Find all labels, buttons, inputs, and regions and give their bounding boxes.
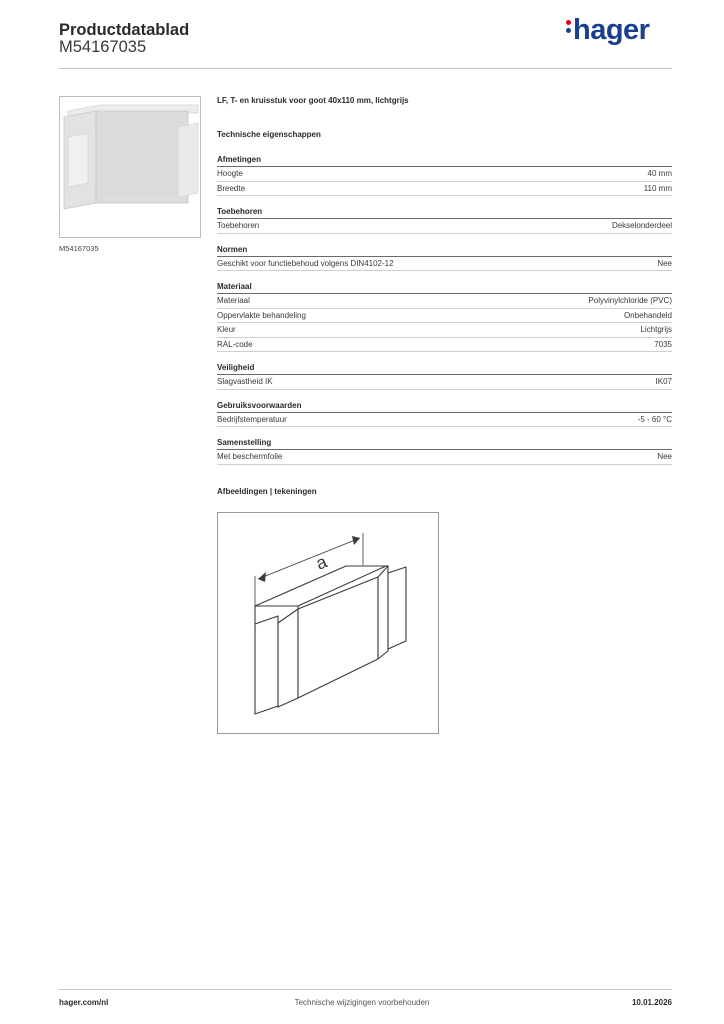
spec-row bbox=[217, 182, 672, 197]
product-details bbox=[217, 96, 672, 496]
section-title: Normen bbox=[217, 245, 672, 257]
spec-label: Breedte bbox=[217, 183, 246, 193]
spec-row bbox=[217, 375, 672, 390]
spec-value: Nee bbox=[657, 452, 672, 461]
product-photo bbox=[59, 96, 201, 238]
spec-row bbox=[217, 167, 672, 182]
spec-row bbox=[217, 413, 672, 428]
spec-value: IK07 bbox=[655, 377, 672, 386]
spec-row bbox=[217, 450, 672, 465]
section-materiaal bbox=[217, 282, 672, 352]
section-veiligheid bbox=[217, 363, 672, 390]
spec-row bbox=[217, 323, 672, 338]
footer-date: 10.01.2026 bbox=[631, 998, 672, 1007]
spec-value: 7035 bbox=[654, 339, 672, 349]
footer-disclaimer: Technische wijzigingen voorbehouden bbox=[294, 998, 430, 1007]
spec-value: Dekselonderdeel bbox=[611, 221, 672, 230]
product-photo-image bbox=[60, 97, 200, 237]
section-title: Veiligheid bbox=[217, 363, 672, 375]
section-normen bbox=[217, 245, 672, 272]
document-title: Productdatablad bbox=[59, 21, 190, 39]
images-heading: Afbeeldingen | tekeningen bbox=[217, 486, 317, 496]
spec-value: Lichtgrijs bbox=[640, 325, 672, 334]
product-description: LF, T- en kruisstuk voor goot 40x110 mm, lichtgrijs bbox=[217, 96, 409, 105]
spec-label: Met beschermfolie bbox=[217, 452, 283, 461]
spec-value: 110 mm bbox=[643, 183, 672, 193]
spec-row bbox=[217, 219, 672, 234]
spec-row bbox=[217, 257, 672, 272]
spec-label: Bedrijfstemperatuur bbox=[217, 414, 287, 424]
spec-label: Slagvastheid IK bbox=[217, 377, 273, 386]
section-toebehoren bbox=[217, 207, 672, 234]
photo-caption: M54167035 bbox=[59, 244, 99, 253]
logo-text: hager bbox=[573, 14, 650, 46]
header-divider bbox=[59, 68, 672, 69]
section-title: Samenstelling bbox=[217, 438, 672, 450]
spec-row bbox=[217, 338, 672, 353]
footer-divider bbox=[59, 989, 672, 990]
hager-logo[interactable] bbox=[566, 14, 649, 47]
section-title: Afmetingen bbox=[217, 155, 672, 167]
spec-value: -5 - 60 °C bbox=[637, 414, 672, 424]
spec-label: Materiaal bbox=[217, 296, 250, 305]
dimension-label: a bbox=[313, 551, 330, 574]
section-gebruiksvoorwaarden bbox=[217, 401, 672, 428]
spec-label: RAL-code bbox=[217, 339, 253, 349]
section-samenstelling bbox=[217, 438, 672, 465]
spec-value: Onbehandeld bbox=[623, 310, 672, 320]
spec-label: Oppervlakte behandeling bbox=[217, 310, 306, 320]
spec-value: Polyvinylchloride (PVC) bbox=[588, 296, 672, 305]
section-title: Gebruiksvoorwaarden bbox=[217, 401, 672, 413]
spec-row bbox=[217, 309, 672, 324]
technical-drawing bbox=[217, 512, 439, 734]
spec-label: Kleur bbox=[217, 325, 236, 334]
tech-properties-heading: Technische eigenschappen bbox=[217, 130, 321, 139]
section-afmetingen bbox=[217, 155, 672, 196]
spec-label: Hoogte bbox=[217, 169, 243, 178]
logo-colon-mark bbox=[566, 17, 573, 36]
technical-drawing-image bbox=[218, 513, 438, 733]
section-title: Toebehoren bbox=[217, 207, 672, 219]
spec-label: Geschikt voor functiebehoud volgens DIN4102-12 bbox=[217, 258, 394, 268]
spec-row bbox=[217, 294, 672, 309]
footer-website-link[interactable]: hager.com/nl bbox=[59, 998, 109, 1007]
product-code: M54167035 bbox=[59, 38, 147, 56]
spec-value: Nee bbox=[657, 258, 672, 268]
section-title: Materiaal bbox=[217, 282, 672, 294]
spec-label: Toebehoren bbox=[217, 221, 260, 230]
spec-value: 40 mm bbox=[647, 169, 672, 178]
